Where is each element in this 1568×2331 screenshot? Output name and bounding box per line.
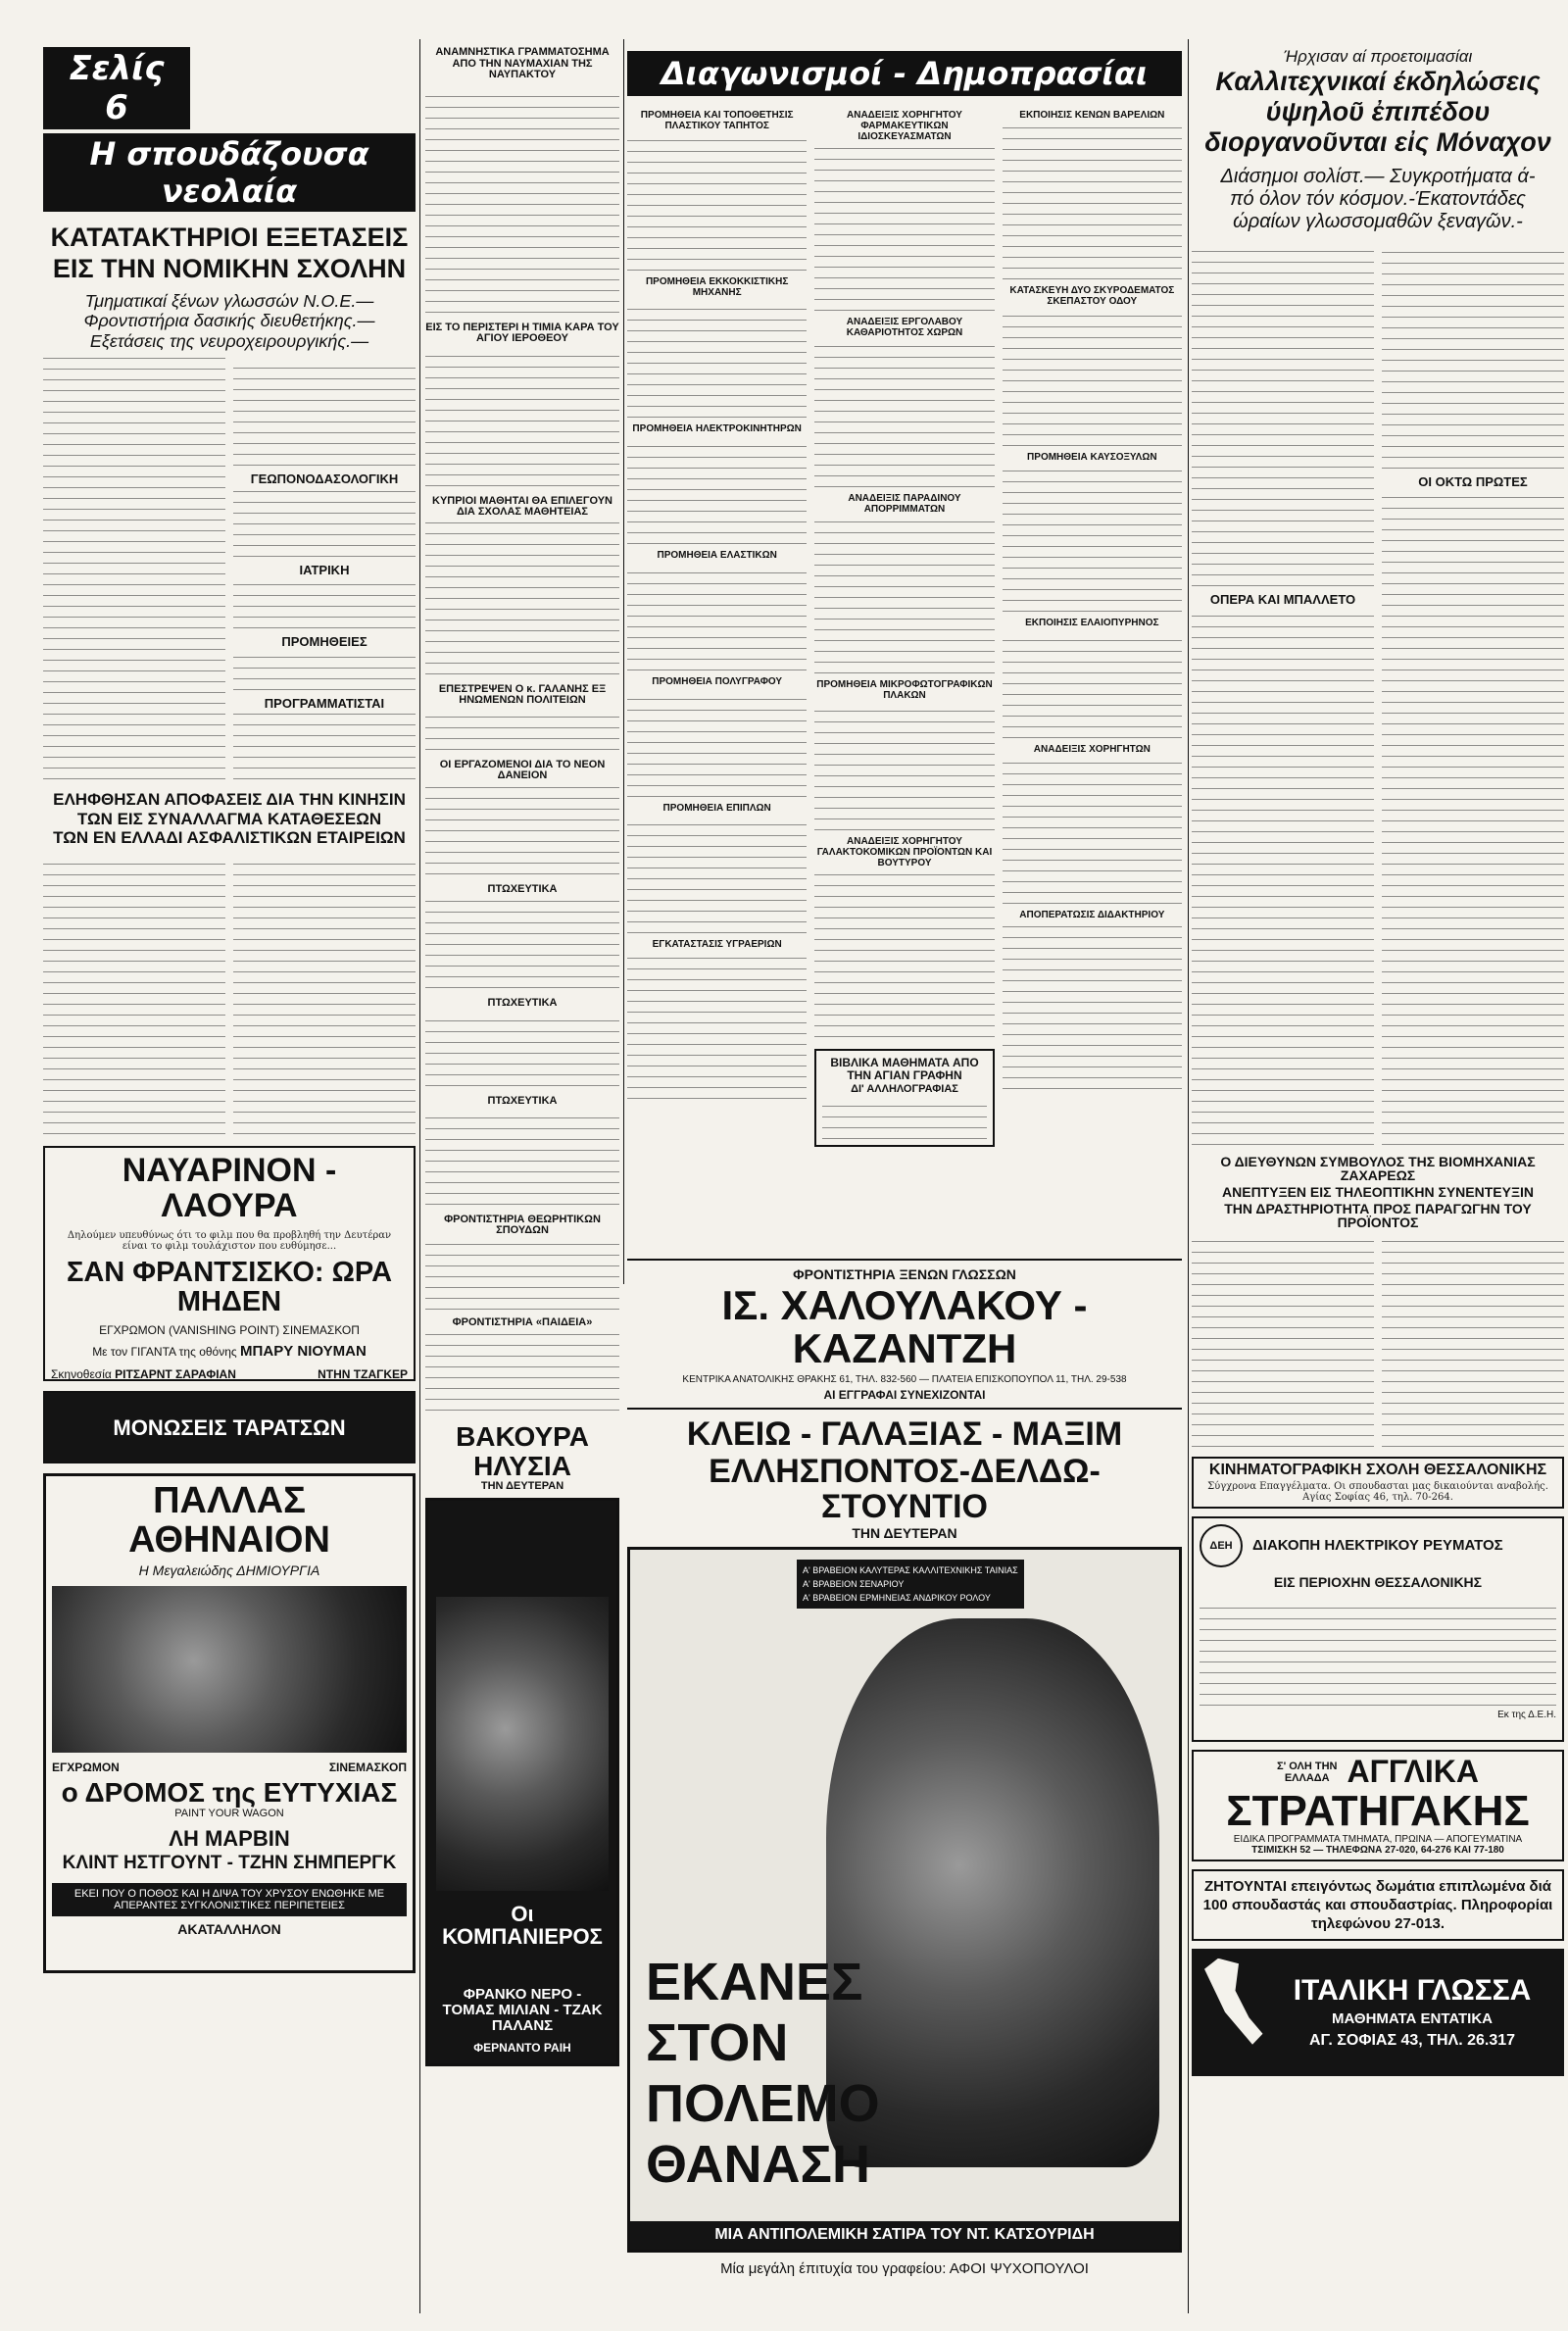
ad-enroll: ΑΙ ΕΓΓΡΑΦΑΙ ΣΥΝΕΧΙΖΟΝΤΑΙ	[823, 1388, 986, 1403]
bible-lessons-box	[814, 1049, 994, 1147]
article-text-block	[627, 689, 807, 797]
movie-title: ο ΔΡΟΜΟΣ της ΕΥΤΥΧΙΑΣ	[61, 1777, 398, 1809]
tender-head: ΑΝΑΔΕΙΞΙΣ ΕΡΓΟΛΑΒΟΥ ΚΑΘΑΡΙΟΤΗΤΟΣ ΧΩΡΩΝ	[846, 317, 963, 338]
film-poster	[627, 1547, 1182, 2253]
ad-text: ΕΙΔΙΚΑ ΠΡΟΓΡΑΜΜΑΤΑ ΤΜΗΜΑΤΑ, ΠΡΩΙΝΑ — ΑΠΟΓΕΥΜΑΤΙΝΑ	[1233, 1833, 1523, 1845]
film-tagline: ΜΙΑ ΑΝΤΙΠΟΛΕΜΙΚΗ ΣΑΤΙΡΑ ΤΟΥ ΝΤ. ΚΑΤΣΟΥΡΙΔΗ	[630, 2221, 1179, 2250]
rating-label: ΑΚΑΤΑΛΛΗΛΟΝ	[177, 1920, 281, 1937]
ad-top: ΦΡΟΝΤΙΣΤΗΡΙΑ ΞΕΝΩΝ ΓΛΩΣΣΩΝ	[793, 1266, 1016, 1282]
article-text-block	[1200, 1598, 1556, 1706]
article-text-block	[425, 349, 619, 486]
box-title: ΒΙΒΛΙΚΑ ΜΑΘΗΜΑΤΑ ΑΠΟ ΤΗΝ ΑΓΙΑΝ ΓΡΑΦΗΝ	[830, 1056, 979, 1082]
article-text-block	[233, 488, 416, 557]
headline-b-line-2: ΤΩΝ ΕΙΣ ΣΥΝΑΛΛΑΓΜΑ ΚΑΤΑΘΕΣΕΩΝ	[76, 809, 382, 828]
headline-line-2: ΕΙΣ ΤΗΝ ΝΟΜΙΚΗΝ ΣΧΟΛΗΝ	[52, 254, 407, 284]
ad-name: ΙΣ. ΧΑΛΟΥΛΑΚΟΥ - ΚΑΖΑΝΤΖΗ	[721, 1282, 1088, 1372]
headline-b-line-2: ΑΝΕΠΤΥΞΕΝ ΕΙΣ ΤΗΛΕΟΠΤΙΚΗΝ ΣΥΝΕΝΤΕΥΞΙΝ	[1222, 1184, 1534, 1201]
italian-language-ad	[1192, 1949, 1564, 2076]
ad-name: ΣΤΡΑΤΗΓΑΚΗΣ	[1226, 1786, 1530, 1835]
movie-title: Οι ΚΟΜΠΑΝΙΕΡΟΣ	[442, 1902, 603, 1950]
article-text-block	[814, 517, 994, 673]
credit-label: Με τον ΓΙΓΑΝΤΑ της οθόνης	[92, 1344, 237, 1359]
ad-addr: ΤΣΙΜΙΣΚΗ 52 — ΤΗΛΕΦΩΝΑ 27-020, 64-276 ΚΑΙ 77-180	[1251, 1844, 1504, 1856]
article-head: ΑΝΑΜΝΗΣΤΙΚΑ ΓΡΑΜΜΑΤΟΣΗΜΑ ΑΠΟ ΤΗΝ ΝΑΥΜΑΧΙΑΝ ΤΗΣ ΝΑΥΠΑΚΤΟΥ	[435, 46, 610, 81]
article-text-block	[627, 563, 807, 670]
tender-head: ΕΚΠΟΙΗΣΙΣ ΕΛΑΙΟΠΥΡΗΝΟΣ	[1025, 618, 1159, 628]
ad-text: Σύγχρονα Επαγγέλματα. Οι σπουδασται μας δικαιούνται αναβολής. Αγίας Σοφίας 46, τηλ. 70-264.	[1207, 1480, 1548, 1503]
tender-column-a	[627, 104, 807, 1251]
article-text-block	[1003, 309, 1182, 446]
tender-head: ΠΡΟΜΗΘΕΙΑ ΗΛΕΚΤΡΟΚΙΝΗΤΗΡΩΝ	[632, 423, 802, 434]
insulation-ad	[43, 1391, 416, 1463]
tender-head: ΑΝΑΔΕΙΞΙΣ ΧΟΡΗΓΗΤΟΥ ΦΑΡΜΑΚΕΥΤΙΚΩΝ ΙΔΙΟΣΚΕΥΑΣΜΑΤΩΝ	[847, 110, 962, 142]
article-text-block	[43, 855, 225, 1134]
article-head: ΦΡΟΝΤΙΣΤΗΡΙΑ ΘΕΩΡΗΤΙΚΩΝ ΣΠΟΥΔΩΝ	[444, 1213, 601, 1237]
headline-line-1: ΚΑΤΑΤΑΚΤΗΡΙΟΙ ΕΞΕΤΑΣΕΙΣ	[50, 223, 409, 252]
article-text-block	[627, 816, 807, 933]
headline-line-2: ύψηλοῦ ἐπιπέδου	[1265, 96, 1491, 126]
english-school-ad	[1192, 1750, 1564, 1861]
article-head: ΠΤΩΧΕΥΤΙΚΑ	[487, 996, 558, 1009]
star-line: ΦΡΑΝΚΟ ΝΕΡΟ - ΤΟΜΑΣ ΜΙΛΙΑΝ - ΤΖΑΚ ΠΑΛΑΝΣ	[442, 1986, 603, 2034]
article-text-block	[1003, 465, 1182, 612]
award-line: Α' ΒΡΑΒΕΙΟΝ ΚΑΛΥΤΕΡΑΣ ΚΑΛΛΙΤΕΧΝΙΚΗΣ ΤΑΙΝΙΑΣ	[803, 1564, 1018, 1575]
article-text-block	[425, 900, 619, 988]
star-name: ΜΠΑΡΥ ΝΙΟΥΜΑΝ	[240, 1342, 367, 1360]
article-head: ΠΤΩΧΕΥΤΙΚΑ	[487, 1095, 558, 1108]
article-text-block	[1382, 1236, 1564, 1447]
section-banner: Διαγωνισμοί - Δημοπρασίαι	[627, 51, 1182, 96]
tender-head: ΠΡΟΜΗΘΕΙΑ ΕΚΚΟΚΚΙΣΤΙΚΗΣ ΜΗΧΑΝΗΣ	[645, 276, 789, 298]
tender-head: ΠΡΟΜΗΘΕΙΑ ΚΑΙ ΤΟΠΟΘΕΤΗΣΙΣ ΠΛΑΣΤΙΚΟΥ ΤΑΠΗΤΟΣ	[640, 110, 794, 131]
article-text-block	[1003, 123, 1182, 279]
film-title-word: ΕΚΑΝΕΣ	[646, 1952, 863, 2011]
ad-when: ΤΗΝ ΔΕΥΤΕΡΑΝ	[480, 1480, 564, 1493]
article-text-block	[425, 1332, 619, 1411]
star-line: ΛΗ ΜΑΡΒΙΝ	[169, 1825, 290, 1851]
side-head: ΙΑΤΡΙΚΗ	[299, 562, 350, 577]
article-text-block	[233, 855, 416, 1134]
article-text-block	[233, 358, 416, 466]
article-text-block	[1382, 491, 1564, 1145]
ad-title-1: ΒΑΚΟΥΡΑ	[456, 1421, 589, 1453]
power-outage-notice	[1192, 1516, 1564, 1742]
poster-footer: Μία μεγάλη έπιτυχία του γραφείου: ΑΦΟΙ ΨΥΧΟΠΟΥΛΟΙ	[720, 2259, 1089, 2277]
film-still-image	[436, 1597, 609, 1891]
tender-head: ΕΚΠΟΙΗΣΙΣ ΚΕΝΩΝ ΒΑΡΕΛΙΩΝ	[1019, 110, 1165, 121]
tender-head: ΑΝΑΔΕΙΞΙΣ ΠΑΡΑΔΙΝΟΥ ΑΠΟΡΡΙΜΜΑΤΩΝ	[848, 493, 961, 515]
ad-word: ΑΓΓΛΙΚΑ	[1347, 1753, 1480, 1789]
article-head: ΚΥΠΡΙΟΙ ΜΑΘΗΤΑΙ ΘΑ ΕΠΙΛΕΓΟΥΝ ΔΙΑ ΣΧΟΛΑΣ ΜΑΘΗΤΕΙΑΣ	[432, 494, 612, 519]
ad-text: Δηλούμεν υπευθύνως ότι το φιλμ που θα προβληθή την Δευτέραν είναι το φιλμ τουλάχιστον που ευθύμησε...	[67, 1229, 392, 1252]
headline-b-line-3: ΤΩΝ ΕΝ ΕΛΛΑΔΙ ΑΣΦΑΛΙΣΤΙΚΩΝ ΕΤΑΙΡΕΙΩΝ	[53, 828, 406, 848]
column-3	[627, 0, 1182, 2331]
tender-head: ΑΠΟΠΕΡΑΤΩΣΙΣ ΔΙΔΑΚΤΗΡΙΟΥ	[1019, 910, 1165, 920]
article-text-block	[233, 651, 416, 690]
ad-addr: ΑΓ. ΣΟΦΙΑΣ 43, ΤΗΛ. 26.317	[1308, 2031, 1516, 2049]
article-text-block	[425, 711, 619, 750]
award-line: Α' ΒΡΑΒΕΙΟΝ ΣΕΝΑΡΙΟΥ	[803, 1578, 905, 1589]
tender-head: ΑΝΑΔΕΙΞΙΣ ΧΟΡΗΓΗΤΩΝ	[1033, 744, 1151, 755]
side-head: ΠΡΟΜΗΘΕΙΕΣ	[281, 633, 368, 649]
tender-column-c	[1003, 104, 1182, 1251]
ad-sub: ΜΑΘΗΜΑΤΑ ΕΝΤΑΤΙΚΑ	[1331, 2010, 1494, 2028]
article-text-block	[1003, 757, 1182, 904]
cinema-when: ΤΗΝ ΔΕΥΤΕΡΑΝ	[852, 1525, 957, 1542]
side-head: ΟΠΕΡΑ ΚΑΙ ΜΠΑΛΛΕΤΟ	[1209, 591, 1356, 607]
article-text-block	[627, 436, 807, 544]
subheadline: Τμηματικαί ξένων γλωσσών Ν.Ο.Ε.— Φροντιστήρια δασικής διευθετήκης.— Εξετάσεις της νευροχειρουργικής.—	[83, 290, 375, 352]
film-title-word: ΠΟΛΕΜΟ	[646, 2073, 880, 2133]
article-text-block	[814, 703, 994, 830]
article-text-block	[1192, 243, 1374, 586]
movie-caption: ΕΓΧΡΩΜΟΝ (VANISHING POINT) ΣΙΝΕΜΑΣΚΟΠ	[99, 1322, 360, 1337]
subhead-line-3: ώραίων γλωσσομαθῶν ξεναγῶν.-	[1233, 210, 1523, 232]
ad-poster	[425, 1498, 619, 2066]
cinema-line-2: ΕΛΛΗΣΠΟΝΤΟΣ-ΔΕΛΔΩ-ΣΤΟΥΝΤΙΟ	[709, 1452, 1101, 1525]
ad-title: ΜΟΝΩΣΕΙΣ ΤΑΡΑΤΣΩΝ	[113, 1414, 346, 1440]
notice-sign: Εκ της Δ.Ε.Η.	[1497, 1709, 1556, 1720]
cinema-line-1: ΚΛΕΙΩ - ΓΑΛΑΞΙΑΣ - ΜΑΞΙΜ	[686, 1415, 1123, 1454]
headline-b-line-1: ΕΛΗΦΘΗΣΑΝ ΑΠΟΦΑΣΕΙΣ ΔΙΑ ΤΗΝ ΚΙΝΗΣΙΝ	[53, 789, 406, 809]
rooms-wanted-ad	[1192, 1869, 1564, 1941]
article-text-block	[425, 1241, 619, 1310]
article-head: ΕΠΕΣΤΡΕΨΕΝ Ο κ. ΓΑΛΑΝΗΣ ΕΞ ΗΝΩΜΕΝΩΝ ΠΟΛΙΤΕΙΩΝ	[438, 682, 607, 707]
italy-map-icon	[1198, 1959, 1266, 2066]
director-name: ΡΙΤΣΑΡΝΤ ΣΑΡΑΦΙΑΝ	[115, 1366, 236, 1381]
ad-footer: ΕΚΕΙ ΠΟΥ Ο ΠΟΘΟΣ ΚΑΙ Η ΔΙΨΑ ΤΟΥ ΧΡΥΣΟΥ ΕΝΩΘΗΚΕ ΜΕ ΑΠΕΡΑΝΤΕΣ ΣΥΓΚΛΟΝΙΣΤΙΚΕΣ ΠΕΡΙΠΕΤΕΙΕΣ	[52, 1883, 407, 1916]
movie-title-en: PAINT YOUR WAGON	[174, 1807, 284, 1819]
tender-head: ΠΡΟΜΗΘΕΙΑ ΠΟΛΥΓΡΑΦΟΥ	[652, 676, 783, 687]
headline-b-line-3: ΤΗΝ ΔΡΑΣΤΗΡΙΟΤΗΤΑ ΠΡΟΣ ΠΑΡΑΓΩΓΗΝ ΤΟΥ ΠΡΟΪΟΝΤΟΣ	[1224, 1200, 1532, 1231]
tender-head: ΠΡΟΜΗΘΕΙΑ ΕΠΙΠΛΩΝ	[662, 803, 771, 814]
awards-box	[797, 1560, 1024, 1609]
article-head: ΕΙΣ ΤΟ ΠΕΡΙΣΤΕΡΙ Η ΤΙΜΙΑ ΚΑΡΑ ΤΟΥ ΑΓΙΟΥ ΙΕΡΟΘΕΟΥ	[425, 321, 619, 345]
column-2	[425, 0, 619, 2331]
article-text-block	[814, 340, 994, 487]
article-text-block	[822, 1100, 986, 1139]
tender-head: ΠΡΟΜΗΘΕΙΑ ΜΙΚΡΟΦΩΤΟΓΡΑΦΙΚΩΝ ΠΛΑΚΩΝ	[816, 679, 993, 701]
ad-sub: Η Μεγαλειώδης ΔΗΜΙΟΥΡΓΙΑ	[138, 1562, 320, 1579]
cinema-ad-pallas	[43, 1473, 416, 1973]
headline-b-line-1: Ο ΔΙΕΥΘΥΝΩΝ ΣΥΜΒΟΥΛΟΣ ΤΗΣ ΒΙΟΜΗΧΑΝΙΑΣ ΖΑΧΑΡΕΩΣ	[1220, 1153, 1536, 1184]
language-school-ad	[627, 1259, 1182, 1410]
article-text-block	[814, 870, 994, 1037]
article-text-block	[1003, 630, 1182, 738]
movie-title: ΣΑΝ ΦΡΑΝΤΣΙΣΚΟ: ΩΡΑ ΜΗΔΕΝ	[66, 1256, 393, 1318]
ad-title-2: ΗΛΥΣΙΑ	[473, 1450, 571, 1481]
award-line: Α' ΒΡΑΒΕΙΟΝ ΕΡΜΗΝΕΙΑΣ ΑΝΔΡΙΚΟΥ ΡΟΛΟΥ	[803, 1592, 991, 1603]
ad-title-1: ΠΑΛΛΑΣ	[153, 1480, 306, 1522]
tender-head: ΠΡΟΜΗΘΕΙΑ ΕΛΑΣΤΙΚΩΝ	[657, 550, 777, 561]
article-text-block	[425, 1013, 619, 1086]
film-still-image	[52, 1586, 407, 1753]
kicker: Ήρχισαν αί προετοιμασίαι	[1283, 47, 1473, 66]
star-name-2: ΝΤΗΝ ΤΖΑΓΚΕΡ	[318, 1366, 408, 1381]
article-text-block	[1003, 922, 1182, 1089]
ad-title: ΚΙΝΗΜΑΤΟΓΡΑΦΙΚΗ ΣΧΟΛΗ ΘΕΣΣΑΛΟΝΙΚΗΣ	[1208, 1462, 1547, 1479]
headline-line-1: Καλλιτεχνικαί έκδηλώσεις	[1215, 66, 1541, 96]
article-text-block	[425, 1112, 619, 1205]
cinema-ad-navarinon	[43, 1146, 416, 1381]
column-1	[43, 0, 416, 2331]
ad-title: ΝΑΥΑΡΙΝΟΝ - ΛΑΟΥΡΑ	[122, 1152, 337, 1224]
tender-head: ΠΡΟΜΗΘΕΙΑ ΚΑΥΣΟΞΥΛΩΝ	[1027, 452, 1157, 463]
ad-pre: Σ' ΟΛΗ ΤΗΝ	[1276, 1760, 1338, 1772]
cinema-ad-kleio	[627, 1417, 1182, 2277]
column-rule	[623, 39, 624, 1284]
article-text-block	[814, 144, 994, 311]
format-label: ΕΓΧΡΩΜΟΝ	[52, 1761, 120, 1775]
article-text-block	[1382, 243, 1564, 469]
subhead-line-2: πό όλον τόν κόσμον.-Έκατοντάδες	[1230, 187, 1526, 210]
headline-line-3: διοργανοῦνται εἰς Μόναχον	[1204, 126, 1551, 157]
tender-head: ΑΝΑΔΕΙΞΙΣ ΧΟΡΗΓΗΤΟΥ ΓΑΛΑΚΤΟΚΟΜΙΚΩΝ ΠΡΟΪΟΝΤΩΝ ΚΑΙ ΒΟΥΤΥΡΟΥ	[816, 836, 993, 868]
article-text-block	[425, 87, 619, 313]
column-4	[1192, 0, 1564, 2331]
section-banner: Η σπουδάζουσα νεολαία	[43, 133, 416, 212]
star-line-2: ΚΛΙΝΤ ΗΣΤΓΟΥΝΤ - ΤΖΗΝ ΣΗΜΠΕΡΓΚ	[62, 1852, 397, 1873]
format-label: ΣΙΝΕΜΑΣΚΟΠ	[328, 1761, 407, 1775]
article-text-block	[1192, 609, 1374, 1145]
article-head: ΟΙ ΕΡΓΑΖΟΜΕΝΟΙ ΔΙΑ ΤΟ ΝΕΟΝ ΔΑΝΕΙΟΝ	[439, 758, 606, 782]
cinema-ad-vakoura	[425, 1422, 619, 2066]
article-text-block	[233, 713, 416, 779]
article-text-block	[425, 786, 619, 874]
star-line-2: ΦΕΡΝΑΝΤΟ ΡΑΙΗ	[473, 2040, 571, 2055]
ad-text: ΖΗΤΟΥΝΤΑΙ επειγόντως δωμάτια επιπλωμένα διά 100 σπουδαστάς και σπουδαστρίας. Πληροφορίαι τηλεφώνου 27-013.	[1202, 1877, 1553, 1932]
tender-column-b	[814, 104, 994, 1251]
box-sub: ΔΙ' ΑΛΛΗΛΟΓΡΑΦΙΑΣ	[851, 1083, 958, 1096]
tender-head: ΚΑΤΑΣΚΕΥΗ ΔΥΟ ΣΚΥΡΟΔΕΜΑΤΟΣ ΣΚΕΠΑΣΤΟΥ ΟΔΟΥ	[1009, 285, 1175, 307]
article-text-block	[627, 300, 807, 418]
ad-address: ΚΕΝΤΡΙΚΑ ΑΝΑΤΟΛΙΚΗΣ ΘΡΑΚΗΣ 61, ΤΗΛ. 832-560 — ΠΛΑΤΕΙΑ ΕΠΙΣΚΟΠΟΥΠΟΛ 11, ΤΗΛ. 29-538	[682, 1374, 1127, 1386]
article-text-block	[627, 133, 807, 271]
article-text-block	[627, 952, 807, 1099]
film-title-word: ΣΤΟΝ	[646, 2012, 789, 2072]
notice-sub: ΕΙΣ ΠΕΡΙΟΧΗΝ ΘΕΣΣΑΛΟΝΙΚΗΣ	[1273, 1573, 1483, 1590]
ad-pre: ΕΛΛΑΔΑ	[1284, 1771, 1330, 1784]
article-text-block	[43, 358, 225, 779]
dei-logo: ΔΕΗ	[1200, 1524, 1243, 1567]
article-text-block	[425, 522, 619, 674]
film-title-word: ΘΑΝΑΣΗ	[646, 2134, 870, 2194]
side-head: ΓΕΩΠΟΝΟΔΑΣΟΛΟΓΙΚΗ	[250, 471, 399, 486]
ad-title-2: ΑΘΗΝΑΙΟΝ	[128, 1519, 330, 1562]
notice-title: ΔΙΑΚΟΠΗ ΗΛΕΚΤΡΙΚΟΥ ΡΕΥΜΑΤΟΣ	[1252, 1537, 1503, 1555]
article-head: ΦΡΟΝΤΙΣΤΗΡΙΑ «ΠΑΙΔΕΙΑ»	[452, 1315, 593, 1328]
page-label: Σελίς 6	[43, 47, 190, 129]
tender-head: ΕΓΚΑΤΑΣΤΑΣΙΣ ΥΓΡΑΕΡΙΩΝ	[652, 939, 782, 950]
column-rule	[1188, 39, 1189, 2313]
film-school-ad	[1192, 1457, 1564, 1509]
side-head: ΟΙ ΟΚΤΩ ΠΡΩΤΕΣ	[1418, 473, 1528, 489]
article-text-block	[1192, 1236, 1374, 1447]
director-label: Σκηνοθεσία	[51, 1366, 112, 1381]
ad-title: ΙΤΑΛΙΚΗ ΓΛΩΣΣΑ	[1293, 1973, 1532, 2007]
article-head: ΠΤΩΧΕΥΤΙΚΑ	[487, 883, 558, 896]
subhead-line-1: Διάσημοι σολίστ.— Συγκροτήματα ά-	[1220, 165, 1536, 187]
side-head: ΠΡΟΓΡΑΜΜΑΤΙΣΤΑΙ	[264, 695, 385, 711]
article-text-block	[233, 579, 416, 628]
column-rule	[419, 39, 420, 2313]
